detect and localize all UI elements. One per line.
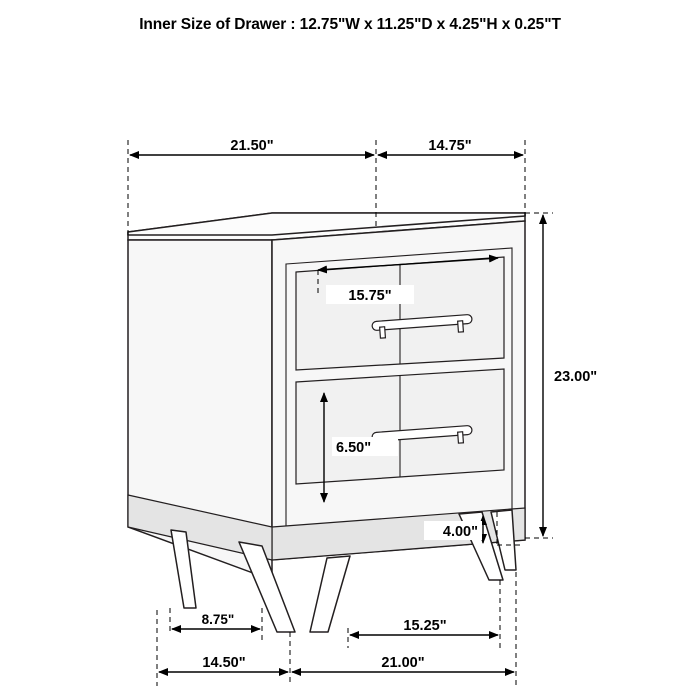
label-drawer-height: 6.50" (336, 440, 372, 456)
dimension-leg-span-left (172, 610, 260, 629)
dimension-base-left (159, 652, 288, 672)
dimension-top-left (130, 136, 374, 155)
label-leg-span-right: 15.25" (403, 618, 447, 634)
label-base-right: 21.00" (381, 655, 425, 671)
dimension-top-right (378, 136, 523, 155)
nightstand-illustration (128, 213, 525, 632)
label-top-left: 21.50" (230, 138, 274, 154)
label-top-right: 14.75" (428, 138, 472, 154)
label-leg-span-left: 8.75" (201, 612, 235, 627)
dimension-base-right (292, 652, 514, 672)
label-height: 23.00" (554, 369, 598, 385)
label-drawer-width: 15.75" (348, 288, 392, 304)
dimension-height (543, 215, 623, 536)
label-leg-height: 4.00" (442, 524, 478, 540)
page-title: Inner Size of Drawer : 12.75"W x 11.25"D x 4.25"H x 0.25"T (139, 16, 561, 33)
leg-front-right (310, 556, 350, 632)
dimension-leg-span-right (350, 616, 498, 635)
label-base-left: 14.50" (202, 655, 246, 671)
